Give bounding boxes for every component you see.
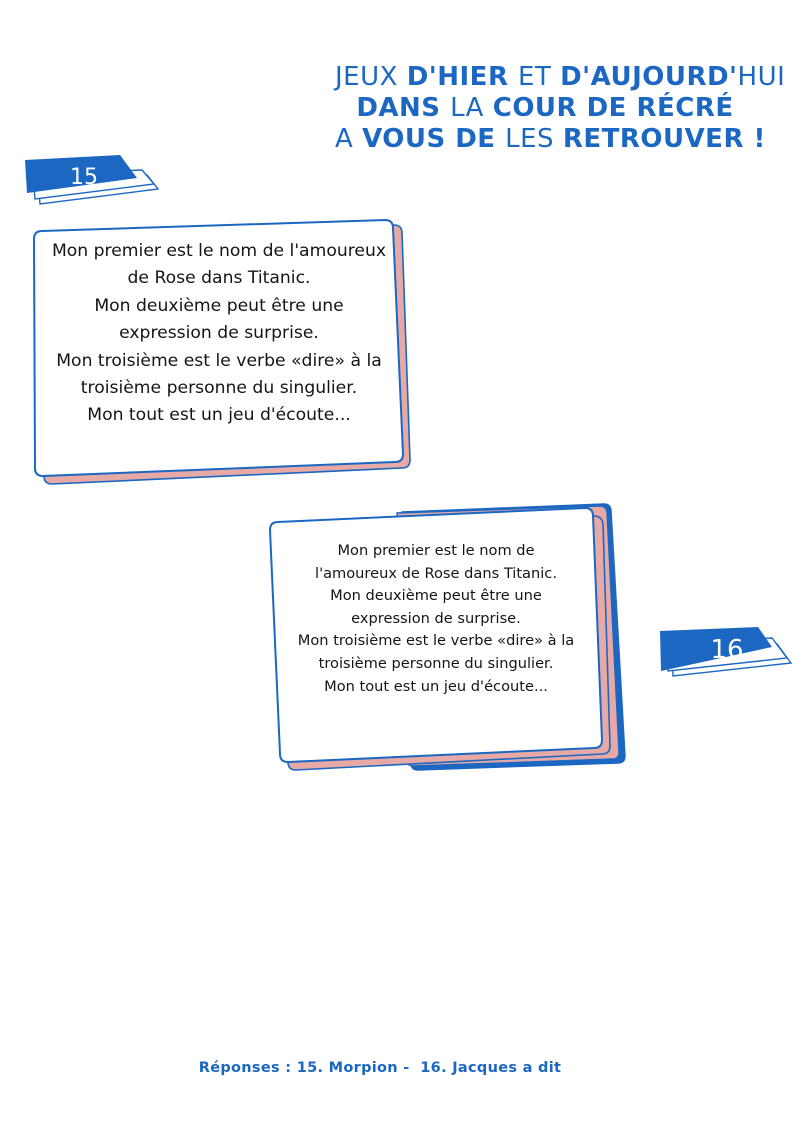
title-text: JEUX — [335, 62, 407, 92]
riddle-line: de Rose dans Titanic. — [127, 268, 311, 289]
title-line-2 — [335, 93, 755, 124]
riddle-number-tag-15 — [20, 155, 160, 225]
title-text: VOUS DE — [362, 124, 506, 155]
riddle-line: Mon premier est le nom de l'amoureux — [51, 241, 387, 261]
title-line-1 — [335, 62, 786, 93]
answers-footer: Réponses : 15. Morpion - 16. Jacques a dit — [198, 1060, 562, 1076]
riddle-line: Mon tout est un jeu d'écoute... — [324, 677, 548, 695]
title-text: HUI — [737, 62, 786, 92]
riddle-line: Mon premier est le nom de — [337, 542, 535, 559]
title-text: DANS — [356, 93, 451, 124]
riddle-card-15 — [24, 216, 424, 488]
riddle-line: Mon deuxième peut être une — [330, 587, 542, 605]
riddle-card-16 — [266, 500, 626, 775]
riddle-line: l'amoureux de Rose dans Titanic. — [315, 564, 557, 582]
title-text: D'AUJOURD' — [560, 62, 738, 92]
riddle-number-tag-16 — [656, 625, 794, 695]
riddle-number: 16 — [710, 635, 744, 665]
riddle-line: troisième personne du singulier. — [318, 654, 554, 672]
riddle-text — [280, 540, 592, 698]
title-text: LES — [505, 124, 563, 155]
riddle-text — [38, 238, 400, 430]
riddle-line: Mon deuxième peut être une — [94, 295, 344, 316]
title-text: D'HIER — [406, 62, 519, 92]
riddle-line: Mon troisième est le verbe «dire» à la — [56, 350, 382, 371]
riddle-line: expression de surprise. — [351, 609, 521, 627]
page-title — [335, 62, 786, 156]
title-text: COUR DE RÉCRÉ — [492, 93, 734, 124]
title-line-3 — [335, 124, 766, 155]
riddle-line: troisième personne du singulier. — [80, 378, 358, 399]
riddle-line: Mon tout est un jeu d'écoute... — [87, 405, 351, 426]
title-text: RETROUVER ! — [562, 124, 766, 155]
riddle-number: 15 — [70, 165, 98, 190]
title-text: A — [335, 124, 363, 155]
title-text: LA — [450, 93, 493, 124]
title-text: ET — [518, 62, 561, 92]
riddle-line: expression de surprise. — [119, 323, 319, 344]
riddle-line: Mon troisième est le verbe «dire» à la — [297, 632, 575, 650]
